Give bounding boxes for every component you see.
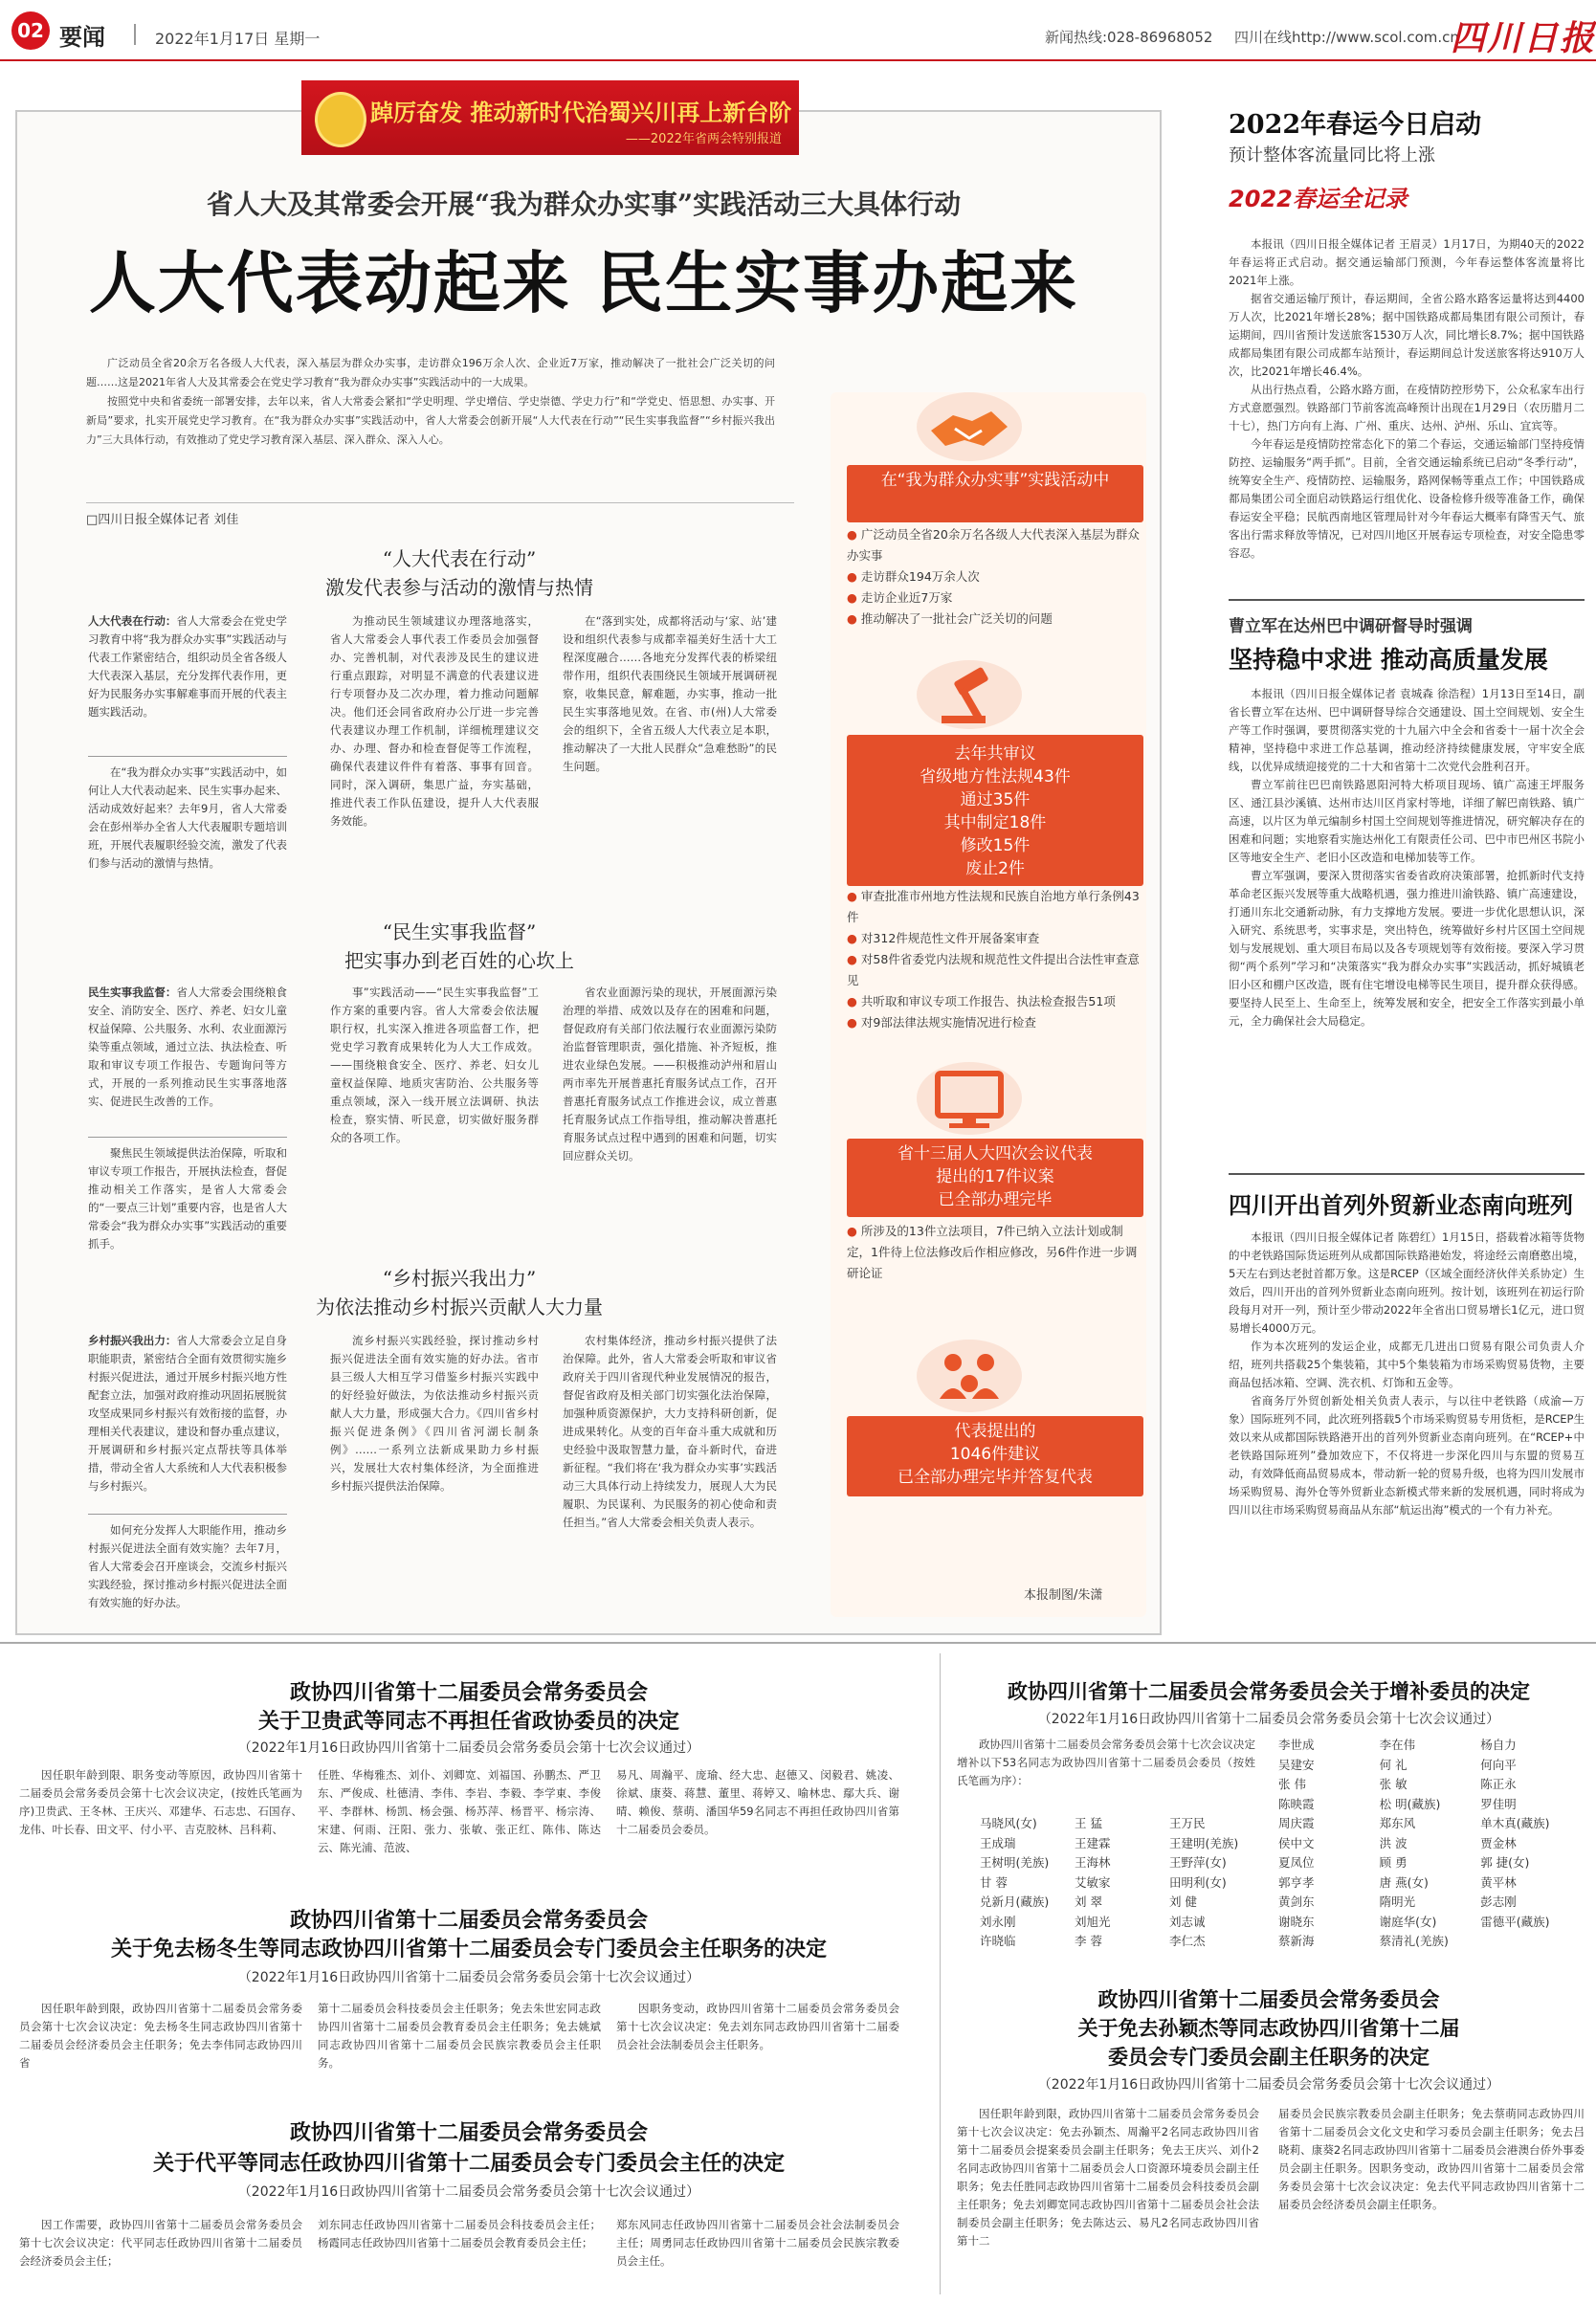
member-name: 贾金林 <box>1480 1835 1517 1850</box>
info-line: 1046件建议 <box>949 1445 1041 1464</box>
decision1-note: （2022年1月16日政协四川省第十二届委员会常务委员会第十七次会议通过） <box>237 1740 700 1756</box>
member-name: 吴建安 <box>1278 1757 1315 1772</box>
info-bullet: ● 推动解决了一批社会广泛关切的问题 <box>847 611 1053 626</box>
member-name: 谢晓东 <box>1278 1914 1315 1929</box>
member-name: 夏凤位 <box>1278 1855 1315 1870</box>
info-bullet: ● 走访企业近7万家 <box>847 590 953 605</box>
info-line: 省十三届人大四次会议代表 <box>898 1144 1093 1163</box>
decision2-note: （2022年1月16日政协四川省第十二届委员会常务委员会第十七次会议通过） <box>237 1970 700 1985</box>
member-name: 李 蓉 <box>1075 1934 1102 1948</box>
info-bullet: ● 对58件省委党内法规和规范性文件提出合法性审查意见 <box>847 952 1140 987</box>
website-link[interactable]: 四川在线http://www.scol.com.cn <box>1234 29 1459 46</box>
section2-col2 <box>330 984 539 1263</box>
member-name: 刘永刚 <box>980 1914 1016 1929</box>
cao-kicker: 曹立军在达州巴中调研督导时强调 <box>1229 617 1473 636</box>
member-name-row <box>1278 1775 1585 1795</box>
member-name: 王建明(羌族) <box>1169 1835 1239 1850</box>
decision2-col2 <box>318 2000 601 2092</box>
decision3-note: （2022年1月16日政协四川省第十二届委员会常务委员会第十七次会议通过） <box>237 2184 700 2200</box>
member-name: 郭亨孝 <box>1278 1874 1315 1890</box>
info-bullet: ● 对312件规范性文件开展备案审查 <box>847 931 1040 945</box>
member-name-row <box>1278 1913 1585 1933</box>
info-block4 <box>847 1416 1143 1496</box>
lead-label: 民生实事我监督： <box>88 986 177 999</box>
paragraph: 流乡村振兴实践经验，探讨推动乡村振兴促进法全面有效实施的好办法。省市县三级人大相互学习借鉴乡村振兴实践中的好经验好做法，为依法推动乡村振兴贡献人大力量，形成强大合力。《四川省乡村振兴促进条例》《四川省河湖长制条例》……一系列立法新成果助力乡村振兴，发展壮大农村集体经济，为全面推进乡村振兴提供法治保障。 <box>330 1334 539 1493</box>
decision1-col1 <box>19 1766 302 1881</box>
decision4-title: 政协四川省第十二届委员会常务委员会关于增补委员的决定 <box>1008 1679 1530 1703</box>
intro-divider <box>86 502 794 503</box>
article-intro <box>86 354 775 488</box>
emblem-icon <box>315 92 366 147</box>
header-divider <box>134 24 136 45</box>
section3-title: “乡村振兴我出力” <box>382 1267 537 1290</box>
article-divider <box>1229 599 1585 601</box>
decision5-col1 <box>957 2105 1259 2296</box>
info-bullet: ● 对9部法律法规实施情况进行检查 <box>847 1015 1036 1030</box>
paragraph: 作为本次班列的发运企业，成都无几进出口贸易有限公司负责人介绍，班列共搭载25个集装箱，其中5个集装箱为市场采购贸易货物，主要商品包括冰箱、空调、洗衣机、灯饰和五金等。 <box>1229 1340 1585 1389</box>
news-hotline: 新闻热线:028-86968052 <box>1045 29 1213 46</box>
paragraph: 因任职年龄到限，政协四川省第十二届委员会常务委员会第十七次会议决定：免去杨冬生同志政协四川省第十二届委员会经济委员会主任职务；免去李伟同志政协四川省 <box>19 2002 302 2070</box>
paragraph: 刘东同志任政协四川省第十二届委员会科技委员会主任；杨霞同志任政协四川省第十二届委员会教育委员会主任； <box>318 2218 601 2249</box>
member-name: 周庆霞 <box>1278 1816 1315 1830</box>
section2-col3 <box>563 984 777 1263</box>
chunyun-badge: 2022春运全记录 <box>1229 186 1408 212</box>
paragraph: 本报讯（四川日报全媒体记者 王眉灵）1月17日，为期40天的2022年春运将正式启动。据交通运输部门预测，今年春运整体客流量将比2021年上涨。 <box>1229 237 1585 287</box>
info-bullet: ● 审查批准市州地方性法规和民族自治地方单行条例43件 <box>847 889 1140 924</box>
info-bullet: ● 走访群众194万余人次 <box>847 569 980 584</box>
header-rule <box>0 59 1596 61</box>
paragraph: 因任职年龄到限，政协四川省第十二届委员会常务委员会第十七次会议决定：免去孙颖杰、周瀚平2名同志政协四川省第十二届委员会提案委员会副主任职务；免去王庆兴、刘仆2名同志政协四川省第十二届委员会人口资源环境委员会副主任职务；免去任胜同志政协四川省第十二届委员会科技委员会副主任职务；免去刘卿宽同志政协四川省第十二届委员会社会法制委员会副主任职务；免去陈达云、易凡2名同志政协四川省第十二 <box>957 2107 1259 2248</box>
info-bullet: ● 共听取和审议专项工作报告、执法检查报告51项 <box>847 994 1116 1008</box>
paragraph: 郑东风同志任政协四川省第十二届委员会社会法制委员会主任；周勇同志任政协四川省第十二届委员会民族宗教委员会主任。 <box>616 2218 899 2268</box>
masthead-logo: 四川日报 <box>1451 18 1596 58</box>
cao-body <box>1229 685 1585 1163</box>
section1-lead <box>88 612 287 744</box>
member-name: 张 敏 <box>1379 1777 1408 1791</box>
issue-date: 2022年1月17日 星期一 <box>155 30 321 48</box>
paragraph: 本报讯（四川日报全媒体记者 袁城森 徐浩程）1月13日至14日，副省长曹立军在达州、巴中调研督导综合交通建设、国土空间规划、安全生产等工作时强调，要贯彻落实党的十九届六中全会和省委十一届十次全会精神，坚持稳中求进工作总基调，推动经济持续健康发展，守牢安全底线，以优异成绩迎接党的二十大和省第十二次党代会胜利召开。 <box>1229 687 1585 773</box>
member-name: 雷德平(藏族) <box>1480 1914 1550 1929</box>
member-name: 张 伟 <box>1278 1777 1306 1791</box>
chunyun-title: 2022年春运今日启动 <box>1229 110 1482 140</box>
section1-title: “人大代表在行动” <box>382 547 537 570</box>
monitor-icon <box>917 1062 1022 1135</box>
paragraph: 据省交通运输厅预计，春运期间，全省公路水路客运量将达到4400万人次，比2021年增长28%；据中国铁路成都局集团有限公司预计，春运期间，四川省预计发送旅客1530万人次，同比增长8.7%；据中国铁路成都局集团有限公司成都车站预计，春运期间总计发送旅客将达910万人次，比2021年增长46.4%。 <box>1229 292 1585 378</box>
article-kicker: 省人大及其常委会开展“我为群众办实事”实践活动三大具体行动 <box>206 188 962 220</box>
byline: □四川日报全媒体记者 刘佳 <box>86 513 239 527</box>
gavel-icon <box>917 660 1022 729</box>
member-name-row <box>1278 1795 1585 1815</box>
bottom-section-rule <box>0 1642 1596 1644</box>
paragraph: 今年春运是疫情防控常态化下的第二个春运，交通运输部门坚持疫情防控、运输服务“两手抓”。目前，全省交通运输系统已启动“冬季行动”，统筹安全生产、疫情防控、运输服务，路网保畅等重点工作；中国铁路成都局集团公司全面启动铁路运行组优化、设备检修升级等准备工作，确保春运安全平稳；民航西南地区管理局针对今年春运大概率有降雪天气、旅客出行需求释放等情况，已对四川地区开展春运专项检查，对安全隐患零容忍。 <box>1229 437 1585 560</box>
paragraph: 因职务变动，政协四川省第十二届委员会常务委员会第十七次会议决定：免去刘东同志政协四川省第十二届委员会社会法制委员会主任职务。 <box>616 2002 899 2051</box>
handshake-icon <box>917 392 1022 461</box>
member-name: 陈映霞 <box>1278 1796 1315 1811</box>
member-name: 马晓风(女) <box>980 1816 1037 1830</box>
decision5-title3: 委员会专门委员会副主任职务的决定 <box>1108 2045 1430 2069</box>
info-line: 废止2件 <box>965 859 1025 878</box>
info-line: 去年共审议 <box>954 744 1036 764</box>
info-block1-bullets <box>847 524 1143 630</box>
member-name-row <box>980 1853 1267 1873</box>
paragraph: 本报讯（四川日报全媒体记者 陈碧红）1月15日，搭载着冰箱等货物的中老铁路国际货运班列从成都国际铁路港始发，将途经云南磨憨出境，5天左右到达老挝首都万象。这是RCEP（区域全面经济伙伴关系协定）生效后，四川开出的首列外贸新业态南向班列。按计划，该班列在初运行阶段每月对开一列，预计至少带动2022年全省出口贸易增长1亿元，进口贸易增长4000万元。 <box>1229 1230 1585 1335</box>
member-name: 田明利(女) <box>1169 1874 1227 1890</box>
member-name-row <box>1278 1736 1585 1756</box>
member-name: 彭志刚 <box>1480 1894 1517 1909</box>
section3-col3 <box>563 1332 777 1613</box>
member-name-row <box>1278 1834 1585 1854</box>
paragraph: 任胜、华梅雅杰、刘仆、刘卿宽、刘福国、孙鹏杰、严卫东、严俊成、杜德清、李伟、李岩、李毅、李学東、李俊平、李群林、杨凯、杨会强、杨苏萍、杨晋平、杨宗涛、宋建、何雨、汪阳、张力、张敏、张正红、陈伟、陈达云、陈光浦、范波、 <box>318 1768 601 1854</box>
member-name: 兑新月(藏族) <box>980 1894 1050 1909</box>
paragraph: 如何充分发挥人大职能作用，推动乡村振兴促进法全面有效实施？去年7月，省人大常委会召开座谈会，交流乡村振兴实践经验，探讨推动乡村振兴促进法全面有效实施的好办法。 <box>88 1523 287 1609</box>
member-name-row <box>1278 1814 1585 1834</box>
cao-title: 坚持稳中求进 推动高质量发展 <box>1229 646 1548 674</box>
banner-title: 踔厉奋发 推动新时代治蜀兴川再上新台阶 <box>370 99 792 126</box>
member-name: 洪 波 <box>1379 1835 1408 1850</box>
section2-lead <box>88 984 287 1129</box>
decision5-title1: 政协四川省第十二届委员会常务委员会 <box>1097 1987 1440 2011</box>
decision1-col3 <box>616 1766 899 1881</box>
decision1-title2: 关于卫贵武等同志不再担任省政协委员的决定 <box>257 1709 679 1734</box>
member-name: 单木真(藏族) <box>1480 1816 1550 1830</box>
info-block2-bullets <box>847 886 1143 1033</box>
paragraph: 易凡、周瀚平、庞瑜、经大忠、赵德又、闵毅君、姚凌、徐斌、康葵、蒋慧、董里、蒋婷又、喻林忠、鄢大兵、谢晴、赖俊、蔡萌、潘国华59名同志不再担任政协四川省第十二届委员会委员。 <box>616 1768 899 1836</box>
member-name-row <box>980 1814 1267 1834</box>
member-name-row <box>980 1834 1267 1854</box>
member-name: 蔡新海 <box>1278 1934 1315 1948</box>
info-line: 修改15件 <box>960 836 1031 855</box>
info-line: 通过35件 <box>960 790 1031 809</box>
section3-col1 <box>88 1521 287 1613</box>
section1-col2 <box>330 612 539 899</box>
info-bullet: ● 所涉及的13件立法项目，7件已纳入立法计划或制定，1件待上位法修改后作相应修改，另6件作进一步调研论证 <box>847 1224 1138 1280</box>
decision2-col3 <box>616 2000 899 2092</box>
member-name: 王万民 <box>1169 1816 1206 1830</box>
member-name: 郑东风 <box>1379 1816 1416 1830</box>
special-report-banner <box>301 80 799 155</box>
decision3-col1 <box>19 2216 302 2300</box>
bottom-column-divider <box>940 1653 941 2294</box>
decision5-col2 <box>1278 2105 1585 2296</box>
lead-text: 省人大常委会在党史学习教育中将“我为群众办实事”实践活动与代表工作紧密结合，组织动员全省各级人大代表深入基层，充分发挥代表作用，更好为民服务办实事解难事而开展的代表主题实践活动。 <box>88 614 287 719</box>
member-name: 刘志诚 <box>1169 1914 1206 1929</box>
member-name-row <box>1278 1873 1585 1894</box>
decision5-note: （2022年1月16日政协四川省第十二届委员会常务委员会第十七次会议通过） <box>1037 2077 1500 2093</box>
info-line: 已全部办理完毕 <box>938 1190 1053 1209</box>
section3-lead <box>88 1332 287 1506</box>
chunyun-subtitle: 预计整体客流量同比将上涨 <box>1229 145 1435 166</box>
member-name-row <box>1278 1893 1585 1913</box>
intro-paragraph: 按照党中央和省委统一部署安排，去年以来，省人大常委会紧扣“学史明理、学史增信、学史崇德、学史力行”和“学党史、悟思想、办实事、开新局”要求，扎实开展党史学习教育。在“我为群众办实事”实践活动中，省人大常委会创新开展“人大代表在行动”“民生实事我监督”“乡村振兴我出力”三大具体行动，有效推动了党史学习教育深入基层、深入群众、深入人心。 <box>86 395 775 446</box>
paragraph: 第十二届委员会科技委员会主任职务；免去朱世宏同志政协四川省第十二届委员会教育委员会主任职务；免去姚斌同志政协四川省第十二届委员会民族宗教委员会主任职务。 <box>318 2002 601 2070</box>
info-line: 其中制定18件 <box>943 813 1047 832</box>
section1-subtitle: 激发代表参与活动的激情与热情 <box>325 576 593 599</box>
info-block3-bullets <box>847 1221 1143 1284</box>
chunyun-body <box>1229 235 1585 587</box>
member-name: 谢庭华(女) <box>1379 1914 1437 1929</box>
member-name-row <box>1278 1853 1585 1873</box>
info-block1-title <box>847 465 1143 522</box>
page-number-badge <box>11 11 50 50</box>
graphic-credit: 本报制图/朱潇 <box>1024 1588 1103 1603</box>
article-headline: 人大代表动起来 民生实事办起来 <box>88 243 1079 322</box>
member-name: 顾 勇 <box>1379 1855 1408 1870</box>
member-name: 何 礼 <box>1379 1757 1408 1772</box>
section2-subtitle: 把实事办到老百姓的心坎上 <box>344 949 574 972</box>
member-name: 王 猛 <box>1075 1816 1102 1830</box>
banner-subtitle: ——2022年省两会特别报道 <box>625 132 782 146</box>
info-block3 <box>847 1139 1143 1217</box>
section-name: 要闻 <box>59 24 105 51</box>
member-name: 蔡清礼(羌族) <box>1379 1934 1449 1948</box>
member-name: 甘 蓉 <box>980 1874 1008 1890</box>
train-body <box>1229 1229 1585 1621</box>
member-name-row <box>980 1893 1267 1913</box>
decision4-intro <box>957 1736 1255 1808</box>
member-name: 刘 翠 <box>1075 1894 1102 1909</box>
lead-divider <box>88 1514 287 1515</box>
new-members-list-a <box>980 1814 1267 1952</box>
member-name-row <box>980 1913 1267 1933</box>
member-name: 李世成 <box>1278 1738 1315 1752</box>
lead-divider <box>88 756 287 757</box>
paragraph: 农村集体经济，推动乡村振兴提供了法治保障。此外，省人大常委会听取和审议省政府关于四川省现代种业发展情况的报告，督促省政府及相关部门切实强化法治保障，加强种质资源保护，大力支持科研创新，促进成果转化。从变的百年奋斗重大成就和历史经验中汲取智慧力量，奋斗新时代，奋进新征程。“我们将在‘我为群众办实事’实践活动三大具体行动上持续发力，展现人大为民履职、为民谋利、为民服务的初心使命和责任担当。”省人大常委会相关负责人表示。 <box>563 1334 777 1529</box>
page-number: 02 <box>17 19 44 42</box>
member-name: 刘 健 <box>1169 1894 1197 1909</box>
paragraph: 聚焦民生领域提供法治保障，听取和审议专项工作报告，开展执法检查，督促推动相关工作落实，是省人大常委会的“一要点三计划”重要内容，也是省人大常委会“我为群众办实事”实践活动的重要抓手。 <box>88 1146 287 1251</box>
member-name: 王野萍(女) <box>1169 1855 1227 1870</box>
lead-divider <box>88 1137 287 1138</box>
member-name: 陈正永 <box>1480 1777 1517 1791</box>
decision1-col2 <box>318 1766 601 1881</box>
member-name: 王树明(羌族) <box>980 1855 1050 1870</box>
member-name: 许晓临 <box>980 1934 1016 1948</box>
section2-title: “民生实事我监督” <box>382 920 537 943</box>
lead-label: 人大代表在行动： <box>88 614 177 628</box>
decision3-col3 <box>616 2216 899 2300</box>
decision5-title2: 关于免去孙颖杰等同志政协四川省第十二届 <box>1077 2016 1460 2040</box>
paragraph: 届委员会民族宗教委员会副主任职务；免去蔡萌同志政协四川省第十二届委员会文化文史和学习委员会副主任职务；免去吕晓莉、康葵2名同志政协四川省第十二届委员会港澳台侨外事委员会副主任职务。因职务变动，政协四川省第十二届委员会常务委员会第十七次会议决定：免去代平同志政协四川省第十二届委员会经济委员会副主任职务。 <box>1278 2107 1585 2211</box>
paragraph: 因任职年龄到限、职务变动等原因，政协四川省第十二届委员会常务委员会第十七次会议决定，(按姓氏笔画为序)卫贵武、王冬林、王庆兴、邓建华、石志忠、石国存、龙伟、叶长春、田文平、付小平、吉克胶林、吕科莉、 <box>19 1768 302 1836</box>
people-icon <box>917 1340 1022 1412</box>
member-name: 松 明(藏族) <box>1379 1796 1441 1811</box>
new-members-list-b <box>1278 1736 1585 1952</box>
paragraph: 在“我为群众办实事”实践活动中，如何让人大代表动起来、民生实事办起来、活动成效好起来？去年9月，省人大常委会在彭州举办全省人大代表履职专题培训班，开展代表履职经验交流，激发了代表们参与活动的激情与热情。 <box>88 765 287 870</box>
lead-label: 乡村振兴我出力： <box>88 1334 177 1347</box>
member-name <box>1480 1932 1582 1952</box>
paragraph: 为推动民生领域建议办理落地落实，省人大常委会人事代表工作委员会加强督办、完善机制，对代表涉及民生的建议进行重点跟踪，对明显不满意的代表建议进行专项督办及二次办理，着力推动问题解决。他们还会同省政府办公厅进一步完善代表建议办理工作机制，详细梳理建议交办、办理、督办和检查督促等工作流程，确保代表建议件件有着落、事事有回音。同时，深入调研，集思广益，夯实基础，推进代表工作队伍建设，提升人大代表服务效能。 <box>330 614 539 828</box>
info-line: 代表提出的 <box>954 1422 1036 1441</box>
article-divider <box>1229 1173 1585 1175</box>
train-title: 四川开出首列外贸新业态南向班列 <box>1229 1191 1573 1219</box>
paragraph: 曹立军强调，要深入贯彻落实省委省政府决策部署，抢抓新时代支持革命老区振兴发展等重大战略机遇，强力推进川渝铁路、镇广高速建设，打通川东北交通新动脉，有力支撑地方发展。要进一步优化思想认识，深入研究、系统思考，实事求是，突出特色，统筹做好乡村片区国土空间规划与发展规划、重大项目布局以及各专项规划等有效衔接。要深入学习贯彻“两个系列”学习和“决策落实“我为群众办实事”实践活动，抓好城镇老旧小区和棚户区改造，既有住宅增设电梯等民生项目，提升群众获得感。要坚持人民至上、生命至上，统筹发展和安全，把安全工作落实到最小单元，全力确保社会大局稳定。 <box>1229 869 1585 1028</box>
decision3-col2 <box>318 2216 601 2300</box>
paragraph: 省农业面源污染的现状，开展面源污染治理的举措、成效以及存在的困难和问题，督促政府有关部门依法履行农业面源污染防治监督管理职责，强化措施、补齐短板，推进农业绿色发展。——积极推动泸州和眉山两市率先开展普惠托育服务试点工作，召开普惠托育服务试点工作推进会议，成立普惠托育服务试点工作指导组，推动解决普惠托育服务试点过程中遇到的困难和问题，切实回应群众关切。 <box>563 986 777 1163</box>
section3-subtitle: 为依法推动乡村振兴贡献人大力量 <box>316 1296 603 1318</box>
section1-col1 <box>88 764 287 899</box>
member-name: 王建霖 <box>1075 1835 1111 1850</box>
member-name-row <box>980 1873 1267 1894</box>
decision3-title1: 政协四川省第十二届委员会常务委员会 <box>289 2120 648 2145</box>
member-name: 刘旭光 <box>1075 1914 1111 1929</box>
paragraph: 事”实践活动——“民生实事我监督”工作方案的重要内容。省人大常委会依法履职行权，扎实深入推进各项监督工作，把党史学习教育成果转化为人大工作成效。——围绕粮食安全、医疗、养老、妇女儿童权益保障、地质灾害防治、公共服务等重点领域，深入一线开展立法调研、执法检查，察实情、听民意，切实做好服务群众的各项工作。 <box>330 986 539 1144</box>
member-name: 侯中文 <box>1278 1835 1315 1850</box>
info-block1-text: 在“我为群众办实事”实践活动中 <box>880 471 1110 490</box>
section3-col2 <box>330 1332 539 1613</box>
member-name: 隋明光 <box>1379 1894 1416 1909</box>
decision4-note: （2022年1月16日政协四川省第十二届委员会常务委员会第十七次会议通过） <box>1037 1712 1500 1727</box>
member-name: 黄剑东 <box>1278 1894 1315 1909</box>
member-name: 李仁杰 <box>1169 1934 1206 1948</box>
member-name: 罗佳明 <box>1480 1796 1517 1811</box>
info-line: 提出的17件议案 <box>936 1167 1054 1186</box>
member-name-row <box>1278 1756 1585 1776</box>
info-bullet: ● 广泛动员全省20余万名各级人大代表深入基层为群众办实事 <box>847 527 1140 563</box>
member-name: 何向平 <box>1480 1757 1517 1772</box>
info-line: 省级地方性法规43件 <box>920 767 1071 786</box>
lead-text: 省人大常委会围绕粮食安全、消防安全、医疗、养老、妇女儿童权益保障、公共服务、水利、农业面源污染等重点领域，通过立法、执法检查、听取和审议专项工作报告、专题询问等方式，开展的一系列推动民生实事落地落实、促进民生改善的工作。 <box>88 986 287 1108</box>
paragraph: 在“落到实处，成都将活动与‘家、站’建设和组织代表参与成都幸福美好生活十大工程深度融合……各地充分发挥代表的桥梁纽带作用，组织代表围绕民生领域开展调研视察，收集民意，解难题，办实事，推动一批民生实事落地见效。在省、市(州)人大常委会的组织下，全省五级人大代表立足本职，推动解决了一大批人民群众“急难愁盼”的民生问题。 <box>563 614 777 773</box>
member-name: 唐 燕(女) <box>1379 1874 1429 1890</box>
member-name: 王成瑞 <box>980 1835 1016 1850</box>
decision2-title2: 关于免去杨冬生等同志政协四川省第十二届委员会专门委员会主任职务的决定 <box>110 1937 827 1961</box>
decision2-title1: 政协四川省第十二届委员会常务委员会 <box>289 1908 648 1933</box>
decision3-title2: 关于代平等同志任政协四川省第十二届委员会专门委员会主任的决定 <box>152 2151 785 2176</box>
member-name-row <box>1278 1932 1585 1952</box>
intro-paragraph: 广泛动员全省20余万名各级人大代表，深入基层为群众办实事，走访群众196万余人次、企业近7万家，推动解决了一批社会广泛关切的问题……这是2021年省人大及其常委会在党史学习教育“我为群众办实事”实践活动中的一大成果。 <box>86 357 775 388</box>
paragraph: 因工作需要，政协四川省第十二届委员会常务委员会第十七次会议决定：代平同志任政协四川省第十二届委员会经济委员会主任； <box>19 2218 302 2268</box>
member-name: 王海林 <box>1075 1855 1111 1870</box>
member-name: 杨自力 <box>1480 1738 1517 1752</box>
member-name: 李在伟 <box>1379 1738 1416 1752</box>
decision2-col1 <box>19 2000 302 2092</box>
member-name: 郭 捷(女) <box>1480 1855 1530 1870</box>
paragraph: 曹立军前往巴巴南铁路恩阳河特大桥项目现场、镇广高速王坪服务区、通江县沙溪镇、达州市达川区肖家村等地，详细了解巴南铁路、镇广高速，以片区为单元编制乡村国土空间规划等推进情况，研究解决存在的困难和问题；实地察看实施达州化工有限责任公司、巴中市巴州区书院小区等地安全生产、老旧小区改造和电梯加装等工作。 <box>1229 778 1585 864</box>
paragraph: 政协四川省第十二届委员会常务委员会第十七次会议决定增补以下53名同志为政协四川省第十二届委员会委员（按姓氏笔画为序）： <box>957 1738 1255 1787</box>
info-line: 已全部办理完毕并答复代表 <box>898 1468 1093 1487</box>
decision1-title1: 政协四川省第十二届委员会常务委员会 <box>289 1680 648 1705</box>
member-name: 黄平林 <box>1480 1874 1517 1890</box>
info-block2 <box>847 735 1143 886</box>
section2-col1 <box>88 1144 287 1263</box>
section1-col3 <box>563 612 777 899</box>
member-name: 艾敏家 <box>1075 1874 1111 1890</box>
paragraph: 省商务厅外贸创新处相关负责人表示，与以往中老铁路（成渝—万象）国际班列不同，此次班列搭载5个市场采购贸易专用货柜，是RCEP生效以来从成都国际铁路港开出的首列外贸新业态南向班列。在“RCEP+中老铁路国际班列”叠加效应下，不仅将进一步深化四川与东盟的贸易互动，有效降低商品贸易成本，带动新一轮的贸易升级，也将为四川发展市场采购贸易、海外仓等外贸新业态新模式带来新的发展机遇，同时将成为四川以往市场采购贸易商品从东部“航运出海”模式的一个有力补充。 <box>1229 1394 1585 1517</box>
member-name-row <box>980 1932 1267 1952</box>
lead-text: 省人大常委会立足自身职能职责，紧密结合全面有效贯彻实施乡村振兴促进法，通过开展乡村振兴地方性配套立法，加强对政府推动巩固拓展脱贫攻坚成果同乡村振兴有效衔接的监督，办理相关代表建议，建设和督办重点建议，开展调研和乡村振兴定点帮扶等具体举措，带动全省人大系统和人大代表积极参与乡村振兴。 <box>88 1334 287 1493</box>
paragraph: 从出行热点看，公路水路方面，在疫情防控形势下，公众私家车出行方式意愿强烈。铁路部门节前客流高峰预计出现在1月29日（农历腊月二十七），热门方向有上海、广州、重庆、达州、泸州、乐山、宜宾等。 <box>1229 383 1585 432</box>
